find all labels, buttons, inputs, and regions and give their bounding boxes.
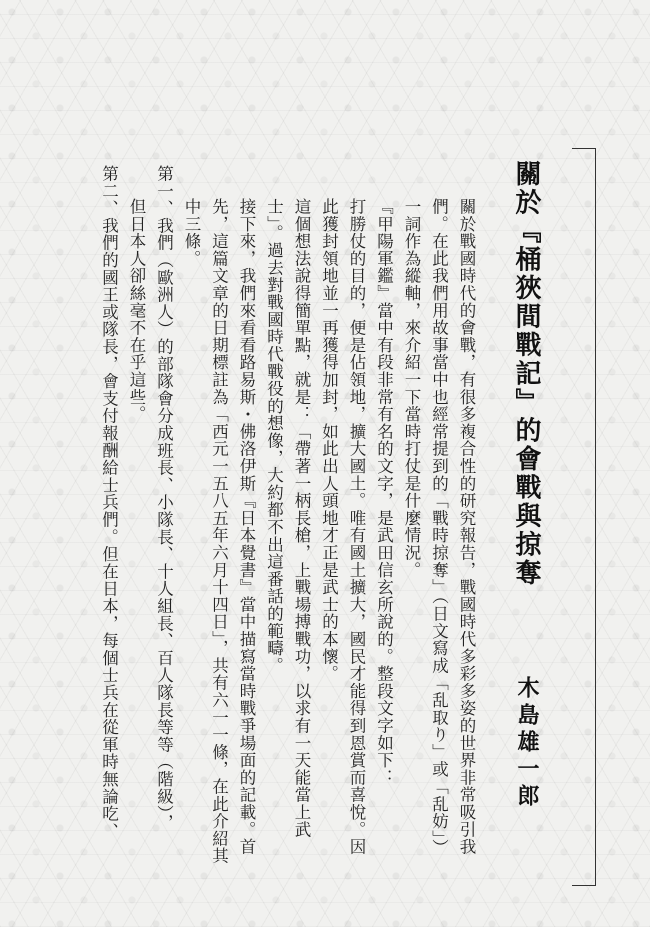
article-body (40, 165, 480, 865)
paragraph-shingen-quote: 打勝仗的目的，便是佔領地，擴大國土。唯有國土擴大，國民才能得到恩賞而喜悅。因此獲封領地並一再獲得加封，如此出人頭地才正是武士的本懷。 (319, 198, 366, 856)
paragraph-intro: 關於戰國時代的會戰，有很多複合性的研究報告，戰國時代多彩多姿的世界非常吸引我們。在此我們用故事當中也經常提到的「戰時掠奪」（日文寫成「乱取り」或「乱妨」）一詞作為縱軸，來介紹一下當時打仗是什麼情況。 (402, 198, 476, 857)
paragraph-item-one: 第一、我們（歐洲人）的部隊會分成班長、小隊長、十人組長、百人隊長等等（階級）， (154, 165, 174, 832)
paragraph-item-one-japan: 但日本人卻絲毫不在乎這些。 (127, 198, 146, 423)
article-title: 關於『桶狹間戰記』的會戰與掠奪 (511, 160, 541, 588)
title-bracket-rule (572, 148, 596, 886)
paragraph-koyo-gunkan: 『甲陽軍鑑』當中有段非常有名的文字，是武田信玄所說的。整段文字如下： (374, 198, 394, 787)
article-author: 木島雄一郎 (514, 676, 539, 811)
paragraph-frois: 接下來，我們來看看路易斯・佛洛伊斯『日本覺書』當中描寫當時戰爭場面的記載。首先，這篇文章的日期標註為「西元一五八五年六月十四日」，共有六一一條，在此介紹其中三條。 (182, 198, 256, 865)
paragraph-idea-summary: 這個想法說得簡單點，就是：「帶著一柄長槍，上戰場搏戰功，以求有一天能當上武士」。過去對戰國時代戰役的想像，大約都不出這番話的範疇。 (264, 198, 311, 839)
paragraph-item-two: 第二、我們的國王或隊長，會支付報酬給士兵們。但在日本，每個士兵在從軍時無論吃、 (99, 165, 119, 840)
